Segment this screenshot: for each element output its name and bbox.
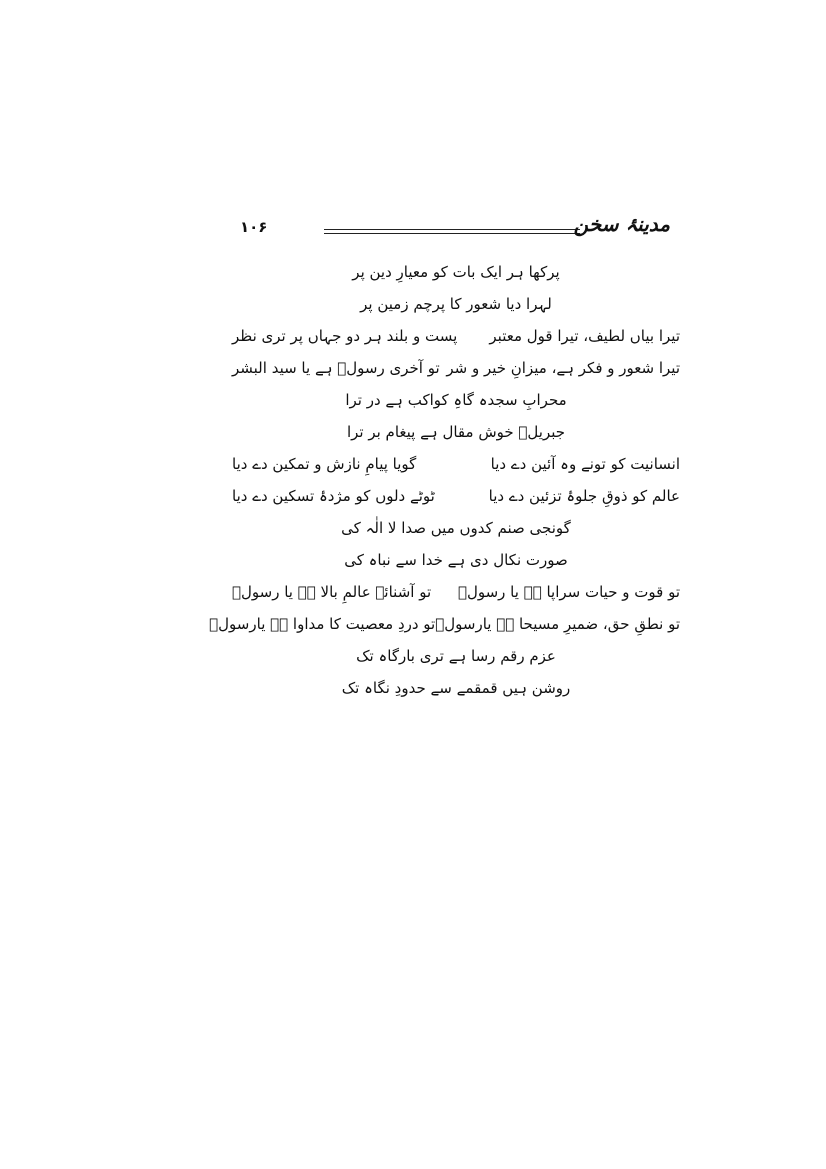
verse-couplet [232, 448, 680, 480]
header-rule-top [324, 229, 580, 230]
page-header [240, 212, 670, 246]
verse-line: لہرا دیا شعور کا پرچم زمین پر [360, 295, 552, 313]
running-title: مدینۂ سخن [573, 212, 670, 236]
page-number: ۱۰۶ [240, 218, 268, 236]
verse-line: روشن ہیں قمقمے سے حدودِ نگاہ تک [341, 679, 571, 697]
verse-first-hemistich: انسانیت کو تونے وہ آئین دے دیا [490, 455, 680, 473]
header-rule-bottom [324, 233, 580, 234]
verse-line: جبریلؑ خوش مقال ہے پیغام بر ترا [346, 423, 566, 441]
verse-second-hemistich: پست و بلند ہر دو جہاں پر تری نظر [232, 327, 458, 345]
verse-line: عزم رقم رسا ہے تری بارگاہ تک [356, 647, 556, 665]
verse-second-hemistich: تو آشنائے عالمِ بالا ہے یا رسولؐ [232, 583, 432, 601]
poem-body [209, 256, 680, 704]
verse-couplet [232, 576, 680, 608]
verse-line: پرکھا ہر ایک بات کو معیارِ دین پر [352, 263, 560, 281]
verse-couplet [209, 608, 680, 640]
verse-couplet [232, 320, 680, 352]
verse-first-hemistich: تیرا بیاں لطیف، تیرا قول معتبر [489, 327, 680, 345]
verse-first-hemistich: عالم کو ذوقِ جلوۂ تزئین دے دیا [488, 487, 680, 505]
verse-second-hemistich: ٹوٹے دلوں کو مژدۂ تسکین دے دیا [232, 487, 435, 505]
verse-line: محرابِ سجدہ گاہِ کواکب ہے در ترا [345, 391, 567, 409]
verse-second-hemistich: گویا پیامِ نازش و تمکین دے دیا [232, 455, 417, 473]
verse-first-hemistich: تو قوت و حیات سراپا ہے یا رسولؐ [457, 583, 680, 601]
verse-line: گونجی صنم کدوں میں صدا لا الٰہ کی [341, 519, 571, 537]
verse-first-hemistich: تو نطقِ حق، ضمیرِ مسیحا ہے یارسولؐ [435, 615, 680, 633]
verse-couplet [232, 480, 680, 512]
verse-line: صورت نکال دی ہے خدا سے نباہ کی [344, 551, 568, 569]
verse-couplet [232, 352, 680, 384]
verse-second-hemistich: تو دردِ معصیت کا مداوا ہے یارسولؐ [209, 615, 436, 633]
verse-first-hemistich: تیرا شعور و فکر ہے، میزانِ خیر و شر [446, 359, 680, 377]
verse-second-hemistich: تو آخری رسولؐ ہے یا سید البشر [232, 359, 440, 377]
